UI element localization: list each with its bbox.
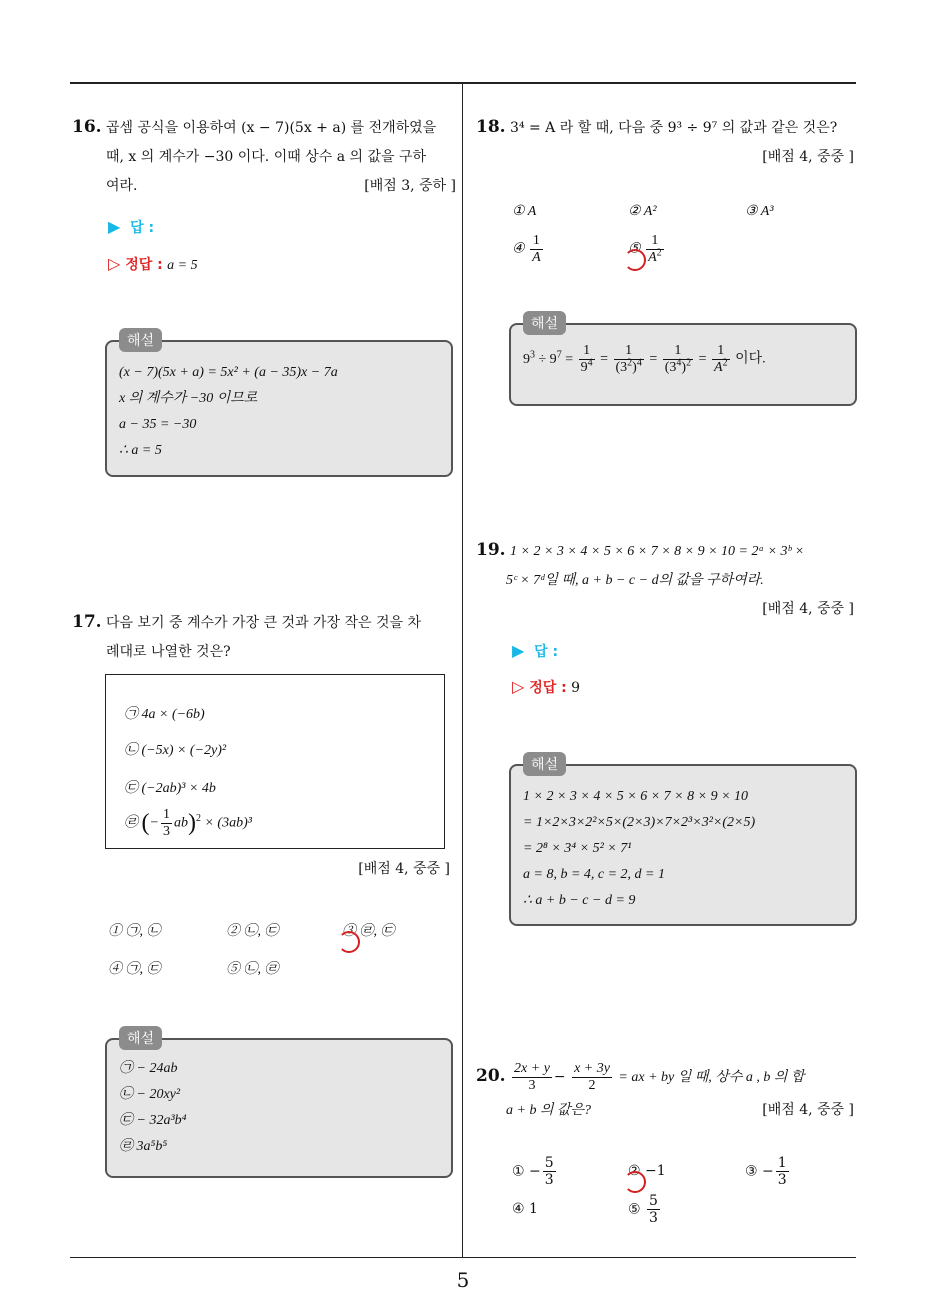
explanation-tag: 해설 bbox=[523, 311, 566, 335]
outline-triangle-icon: ▷ bbox=[108, 254, 121, 273]
explanation-tag: 해설 bbox=[119, 328, 162, 352]
q17-example-box bbox=[105, 674, 445, 849]
q16-explanation-line: a − 35 = −30 bbox=[119, 417, 197, 432]
q17-explanation-line: ㉢ − 32a³b⁴ bbox=[119, 1113, 187, 1128]
q16-points: [배점 3, 중하 ] bbox=[364, 178, 456, 194]
question-17 bbox=[72, 608, 456, 667]
q18-choice-5[interactable]: ⑤ $\frac{1}{A^2}$ bbox=[628, 233, 666, 266]
q19-points: [배점 4, 중중 ] bbox=[762, 601, 854, 617]
bottom-rule bbox=[70, 1257, 856, 1258]
question-16 bbox=[72, 113, 456, 201]
q17-line1: 17. 다음 보기 중 계수가 가장 큰 것과 가장 작은 것을 차 bbox=[72, 612, 422, 632]
question-20 bbox=[476, 1058, 860, 1125]
q18-choice-4[interactable]: ④ $\frac{1}{A}$ bbox=[512, 233, 541, 265]
q17-choice-5[interactable]: ⑤ ㉡, ㉣ bbox=[226, 962, 279, 977]
bogi-item: ㉣ (− $\frac{1}{3}$ ab)$^2$ × (3ab)³ bbox=[124, 807, 252, 839]
q19-number: 19. bbox=[476, 540, 506, 560]
bogi-item: ㉠ 4a × (−6b) bbox=[124, 707, 205, 722]
q16-number: 16. bbox=[72, 117, 102, 137]
q20-points: [배점 4, 중중 ] bbox=[762, 1102, 854, 1118]
q17-choice-1[interactable]: ① ㉠, ㉡ bbox=[108, 924, 161, 939]
q19-explanation-line: a = 8, b = 4, c = 2, d = 1 bbox=[523, 867, 666, 882]
page-number: 5 bbox=[456, 1268, 470, 1292]
question-18 bbox=[476, 113, 860, 172]
q18-choice-1[interactable]: ① A bbox=[512, 204, 537, 219]
q18-line1: 18. 3⁴ = A 라 할 때, 다음 중 9³ ÷ 9⁷ 의 값과 같은 것은? bbox=[476, 117, 838, 137]
q16-final-answer: ▷ 정답 : a = 5 bbox=[108, 254, 198, 273]
q18-choice-3[interactable]: ③ A³ bbox=[745, 204, 774, 219]
q20-line2: a + b 의 값은? [배점 4, 중중 ] bbox=[476, 1096, 860, 1125]
question-19 bbox=[476, 536, 860, 624]
q16-explanation-box bbox=[105, 333, 453, 477]
q17-line2: 례대로 나열한 것은? bbox=[106, 644, 231, 660]
outline-triangle-icon: ▷ bbox=[512, 677, 525, 696]
q17-explanation-line: ㉠ − 24ab bbox=[119, 1061, 178, 1076]
q17-points: [배점 4, 중중 ] bbox=[358, 861, 450, 877]
q19-explanation-line: = 2⁸ × 3⁴ × 5² × 7¹ bbox=[523, 841, 632, 856]
q19-explanation-line: = 1×2×3×2²×5×(2×3)×7×2³×3²×(2×5) bbox=[523, 815, 756, 830]
q20-number: 20. bbox=[476, 1066, 506, 1086]
q17-explanation-box bbox=[105, 1031, 453, 1178]
q18-explanation-box bbox=[509, 316, 857, 406]
q20-choice-5[interactable]: ⑤ $\frac{5}{3}$ bbox=[628, 1193, 658, 1226]
q17-choice-3[interactable]: ③ ㉣, ㉢ bbox=[342, 920, 395, 940]
q17-choice-4[interactable]: ④ ㉠, ㉢ bbox=[108, 962, 161, 977]
q17-choice-2[interactable]: ② ㉡, ㉢ bbox=[226, 924, 279, 939]
q19-explanation-line: ∴ a + b − c − d = 9 bbox=[523, 893, 636, 908]
q17-number: 17. bbox=[72, 612, 102, 632]
q19-explanation-line: 1 × 2 × 3 × 4 × 5 × 6 × 7 × 8 × 9 × 10 bbox=[523, 789, 749, 804]
q20-choice-2[interactable]: ② −1 bbox=[628, 1163, 666, 1179]
q20-choice-3[interactable]: ③ − $\frac{1}{3}$ bbox=[745, 1155, 787, 1188]
q16-explanation-line: (x − 7)(5x + a) = 5x² + (a − 35)x − 7a bbox=[119, 365, 338, 380]
q18-explanation-line: $9^3 \div 9^7$ = $\frac{1}{9^4}$ = $\frac{1}{(3^2)^4}$ = $\frac{1}{(3^4)^2}$ = $\frac{1}{A^2}$ 이다. bbox=[523, 343, 766, 375]
q20-line1: 20. $\frac{2x + y}{3}$ − $\frac{x + 3y}{2}$ = ax + by 일 때, 상수 a , b 의 합 bbox=[476, 1060, 805, 1093]
q16-explanation-line: ∴ a = 5 bbox=[119, 443, 162, 458]
q16-line2: 때, x 의 계수가 −30 이다. 이때 상수 a 의 값을 구하 bbox=[106, 149, 427, 165]
q19-line2: 5ᶜ × 7ᵈ일 때, a + b − c − d의 값을 구하여라. bbox=[506, 573, 764, 588]
column-divider bbox=[462, 84, 463, 1258]
explanation-tag: 해설 bbox=[523, 752, 566, 776]
q17-explanation-line: ㉡ − 20xy² bbox=[119, 1087, 181, 1102]
q16-explanation-line: x 의 계수가 −30 이므로 bbox=[119, 391, 258, 406]
q16-answer-label: ▶ 답 : bbox=[108, 217, 155, 236]
q20-choice-1[interactable]: ① − $\frac{5}{3}$ bbox=[512, 1155, 554, 1188]
bogi-item: ㉡ (−5x) × (−2y)² bbox=[124, 743, 227, 758]
play-triangle-icon: ▶ bbox=[108, 217, 121, 236]
q20-choice-4[interactable]: ④ 1 bbox=[512, 1201, 538, 1217]
q18-choice-2[interactable]: ② A² bbox=[628, 204, 657, 219]
q18-number: 18. bbox=[476, 117, 506, 137]
top-rule bbox=[70, 82, 856, 84]
bogi-item: ㉢ (−2ab)³ × 4b bbox=[124, 781, 216, 796]
play-triangle-icon: ▶ bbox=[512, 641, 525, 660]
q16-line1: 16. 곱셈 공식을 이용하여 (x − 7)(5x + a) 를 전개하였을 bbox=[72, 117, 437, 137]
q19-line1: 19. 1 × 2 × 3 × 4 × 5 × 6 × 7 × 8 × 9 × 10 = 2ᵃ × 3ᵇ × bbox=[476, 540, 805, 560]
explanation-tag: 해설 bbox=[119, 1026, 162, 1050]
q19-final-answer: ▷ 정답 : 9 bbox=[512, 677, 581, 696]
q17-explanation-line: ㉣ 3a⁵b⁵ bbox=[119, 1139, 168, 1154]
q18-points: [배점 4, 중중 ] bbox=[762, 149, 854, 165]
q19-answer-label: ▶ 답 : bbox=[512, 641, 559, 660]
q16-line3: 여라. [배점 3, 중하 ] bbox=[72, 172, 456, 201]
q19-explanation-box bbox=[509, 757, 857, 926]
